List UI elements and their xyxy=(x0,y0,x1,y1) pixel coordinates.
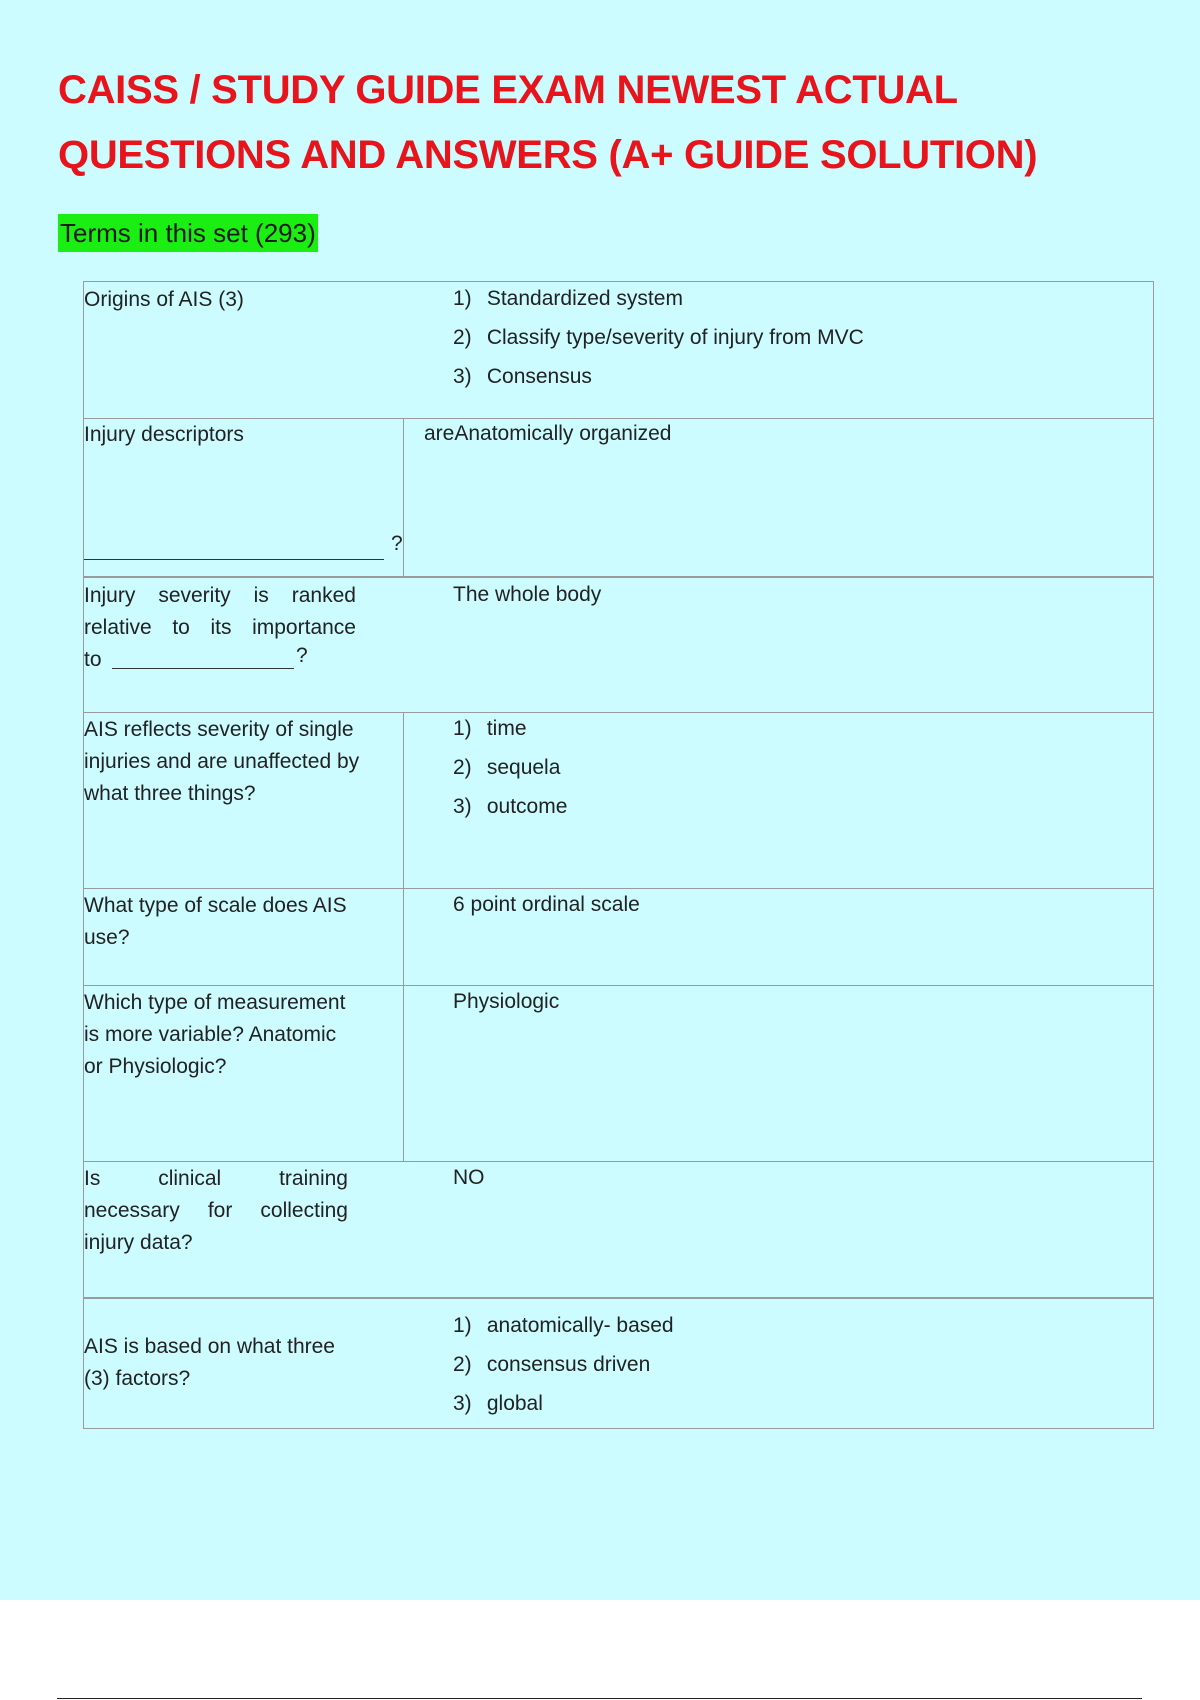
card-definition: 6 point ordinal scale xyxy=(453,893,640,916)
card-term: AIS is based on what three (3) factors? xyxy=(84,1335,335,1390)
card-term: Origins of AIS (3) xyxy=(84,288,244,311)
card-row xyxy=(84,985,1153,1161)
flashcard-table xyxy=(83,281,1154,1429)
card-term: Injury descriptors xyxy=(84,423,244,446)
column-divider xyxy=(403,986,404,1161)
card-term: Is clinical training necessary for collecting injury data? xyxy=(84,1167,348,1254)
title-line-1: CAISS / STUDY GUIDE EXAM NEWEST ACTUAL xyxy=(58,68,958,112)
card-row xyxy=(84,576,1153,712)
question-mark: ? xyxy=(391,532,403,555)
card-definition xyxy=(453,284,864,401)
card-definition: NO xyxy=(453,1166,485,1189)
card-term: Which type of measurement is more variable? Anatomic or Physiologic? xyxy=(84,991,346,1078)
card-term: AIS reflects severity of single injuries and are unaffected by what three things? xyxy=(84,718,360,805)
card-definition: areAnatomically organized xyxy=(424,422,672,445)
definition-item: 3) Consensus xyxy=(453,365,592,388)
card-row xyxy=(84,888,1153,985)
definition-item: 2) sequela xyxy=(453,756,561,779)
definition-item: 1) time xyxy=(453,717,527,740)
definition-item: 3) outcome xyxy=(453,795,568,818)
column-divider xyxy=(403,713,404,888)
page-title xyxy=(58,58,1158,188)
card-row xyxy=(84,1297,1153,1428)
card-term: What type of scale does AIS use? xyxy=(84,894,347,949)
card-row xyxy=(84,282,1153,418)
definition-item: 2) Classify type/severity of injury from MVC xyxy=(453,326,864,349)
card-definition xyxy=(453,714,567,831)
terms-count-label: Terms in this set (293) xyxy=(58,214,318,252)
definition-item: 3) global xyxy=(453,1392,543,1415)
definition-item: 1) anatomically- based xyxy=(453,1314,674,1337)
card-definition xyxy=(453,1311,674,1428)
fill-in-blank xyxy=(84,559,384,560)
title-line-2: QUESTIONS AND ANSWERS (A+ GUIDE SOLUTION) xyxy=(58,133,1038,177)
definition-item: 2) consensus driven xyxy=(453,1353,651,1376)
card-row xyxy=(84,418,1153,576)
footer-rule xyxy=(57,1698,1142,1699)
card-term: Injury severity is ranked relative to its importance to xyxy=(84,584,356,671)
card-row xyxy=(84,712,1153,888)
column-divider xyxy=(403,419,404,576)
fill-in-blank xyxy=(112,668,294,669)
card-row xyxy=(84,1161,1153,1297)
card-definition: Physiologic xyxy=(453,990,560,1013)
card-definition: The whole body xyxy=(453,583,602,606)
column-divider xyxy=(403,889,404,985)
definition-item: 1) Standardized system xyxy=(453,287,683,310)
question-mark: ? xyxy=(296,644,308,667)
